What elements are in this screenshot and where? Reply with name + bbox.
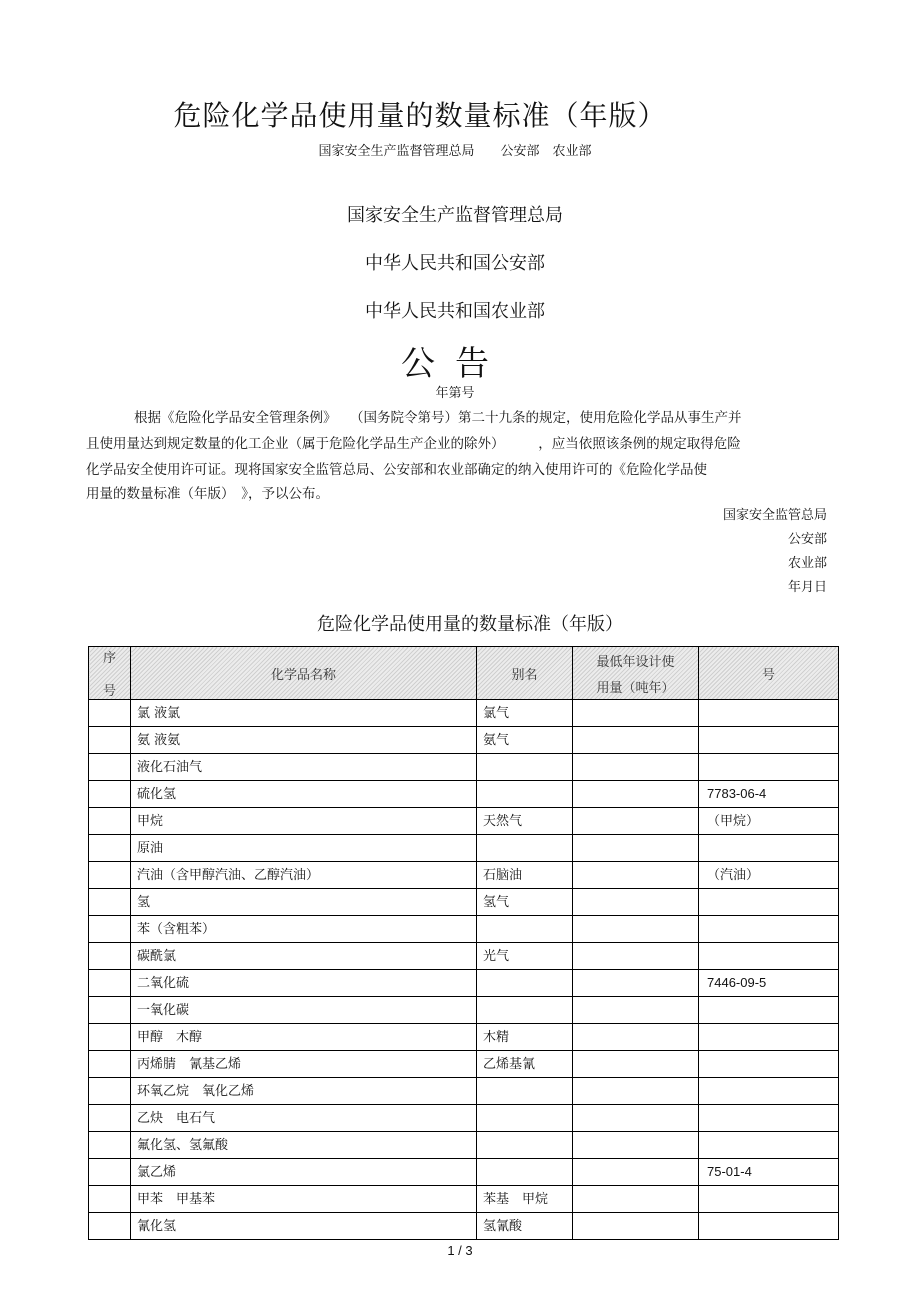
row-min-usage-cell (573, 943, 699, 970)
table-row (89, 1078, 839, 1105)
row-cas-cell (699, 1213, 839, 1240)
signature-line: 公安部 (787, 532, 827, 547)
row-cas-cell (699, 1132, 839, 1159)
row-cas-cell: 7446-09-5 (699, 970, 839, 997)
row-alias-cell (477, 835, 573, 862)
row-cas-cell (699, 997, 839, 1024)
row-alias-cell: 天然气 (477, 808, 573, 835)
row-cas-cell: 7783-06-4 (699, 781, 839, 808)
row-alias-cell (477, 916, 573, 943)
row-name-cell: 硫化氢 (131, 781, 477, 808)
header-min-usage-top: 最低年设计使 (596, 654, 675, 670)
row-alias-cell: 木精 (477, 1024, 573, 1051)
issuer-line: 国家安全生产监督管理总局 (347, 205, 563, 226)
row-min-usage-cell (573, 1051, 699, 1078)
row-seq-cell (89, 943, 131, 970)
table-row (89, 781, 839, 808)
table-row (89, 1132, 839, 1159)
row-name-cell: 碳酰氯 (131, 943, 477, 970)
row-cas-cell (699, 1024, 839, 1051)
row-cas-cell (699, 835, 839, 862)
row-min-usage-cell (573, 781, 699, 808)
row-min-usage-cell (573, 1213, 699, 1240)
row-min-usage-cell (573, 1105, 699, 1132)
row-name-cell: 丙烯腈 氰基乙烯 (131, 1051, 477, 1078)
header-seq-bottom: 号 (102, 684, 116, 699)
row-min-usage-cell (573, 1159, 699, 1186)
row-name-cell: 乙炔 电石气 (131, 1105, 477, 1132)
row-name-cell: 甲苯 甲基苯 (131, 1186, 477, 1213)
row-seq-cell (89, 997, 131, 1024)
row-name-cell: 二氧化硫 (131, 970, 477, 997)
row-name-cell: 氯乙烯 (131, 1159, 477, 1186)
issuer-line: 中华人民共和国公安部 (365, 253, 545, 274)
table-row (89, 862, 839, 889)
row-cas-cell: （甲烷） (699, 808, 839, 835)
row-cas-cell (699, 1051, 839, 1078)
row-seq-cell (89, 727, 131, 754)
row-alias-cell (477, 1132, 573, 1159)
row-seq-cell (89, 1159, 131, 1186)
row-min-usage-cell (573, 1186, 699, 1213)
table-row (89, 1105, 839, 1132)
table-row (89, 943, 839, 970)
header-min-usage-bottom: 用量（吨年） (596, 680, 675, 696)
row-min-usage-cell (573, 1132, 699, 1159)
row-cas-cell (699, 727, 839, 754)
row-cas-cell (699, 916, 839, 943)
row-seq-cell (89, 1105, 131, 1132)
row-min-usage-cell (573, 916, 699, 943)
row-seq-cell (89, 835, 131, 862)
table-row (89, 1159, 839, 1186)
row-name-cell: 苯（含粗苯） (131, 916, 477, 943)
row-min-usage-cell (573, 727, 699, 754)
row-cas-cell: （汽油） (699, 862, 839, 889)
signature-line: 国家安全监管总局 (722, 508, 827, 523)
row-name-cell: 氰化氢 (131, 1213, 477, 1240)
issuer-line: 中华人民共和国农业部 (365, 301, 545, 322)
table-row (89, 808, 839, 835)
table-row (89, 754, 839, 781)
page-number: 1 / 3 (447, 1243, 473, 1258)
row-min-usage-cell (573, 1078, 699, 1105)
row-alias-cell (477, 1105, 573, 1132)
header-min-usage (573, 647, 699, 700)
row-cas-cell (699, 889, 839, 916)
row-alias-cell (477, 754, 573, 781)
row-seq-cell (89, 1213, 131, 1240)
row-name-cell: 氨 液氨 (131, 727, 477, 754)
header-alias: 别名 (477, 647, 573, 700)
row-cas-cell (699, 754, 839, 781)
row-alias-cell: 苯基 甲烷 (477, 1186, 573, 1213)
header-cas: 号 (699, 647, 839, 700)
row-min-usage-cell (573, 970, 699, 997)
row-min-usage-cell (573, 808, 699, 835)
row-alias-cell: 乙烯基氰 (477, 1051, 573, 1078)
row-cas-cell (699, 1105, 839, 1132)
row-seq-cell (89, 1078, 131, 1105)
row-seq-cell (89, 700, 131, 727)
signature-line: 农业部 (787, 556, 827, 571)
row-name-cell: 一氧化碳 (131, 997, 477, 1024)
row-seq-cell (89, 916, 131, 943)
row-alias-cell: 氯气 (477, 700, 573, 727)
table-row (89, 1051, 839, 1078)
table-body (89, 700, 839, 1240)
row-cas-cell (699, 1078, 839, 1105)
row-seq-cell (89, 1024, 131, 1051)
row-seq-cell (89, 781, 131, 808)
row-name-cell: 液化石油气 (131, 754, 477, 781)
row-alias-cell: 光气 (477, 943, 573, 970)
row-seq-cell (89, 889, 131, 916)
row-alias-cell (477, 1078, 573, 1105)
table-row (89, 889, 839, 916)
row-alias-cell: 石脑油 (477, 862, 573, 889)
body-paragraph-line: 根据《危险化学品安全管理条例》 （国务院令第号）第二十九条的规定，使用危险化学品从事生产并 (134, 410, 742, 426)
row-seq-cell (89, 1051, 131, 1078)
row-alias-cell: 氢气 (477, 889, 573, 916)
row-min-usage-cell (573, 862, 699, 889)
document-title: 危险化学品使用量的数量标准（年版） (173, 99, 667, 132)
row-alias-cell (477, 1159, 573, 1186)
header-name: 化学品名称 (131, 647, 477, 700)
notice-heading: 公告 (401, 344, 509, 384)
row-name-cell: 氢 (131, 889, 477, 916)
table-row (89, 700, 839, 727)
row-seq-cell (89, 1132, 131, 1159)
row-seq-cell (89, 862, 131, 889)
row-min-usage-cell (573, 700, 699, 727)
row-alias-cell: 氢氰酸 (477, 1213, 573, 1240)
row-seq-cell (89, 1186, 131, 1213)
body-paragraph-line: 化学品安全使用许可证。现将国家安全监管总局、公安部和农业部确定的纳入使用许可的《危险化学品使 (86, 462, 707, 478)
table-row (89, 1213, 839, 1240)
row-alias-cell (477, 970, 573, 997)
row-alias-cell: 氨气 (477, 727, 573, 754)
row-name-cell: 甲醇 木醇 (131, 1024, 477, 1051)
row-min-usage-cell (573, 997, 699, 1024)
row-min-usage-cell (573, 1024, 699, 1051)
document-subtitle: 国家安全生产监督管理总局 公安部 农业部 (318, 144, 592, 159)
table-row (89, 835, 839, 862)
row-name-cell: 汽油（含甲醇汽油、乙醇汽油） (131, 862, 477, 889)
signature-date: 年月日 (787, 580, 827, 595)
row-seq-cell (89, 970, 131, 997)
table-header-row (89, 647, 839, 700)
row-cas-cell: 75-01-4 (699, 1159, 839, 1186)
table-title: 危险化学品使用量的数量标准（年版） (317, 614, 623, 635)
row-min-usage-cell (573, 754, 699, 781)
table-row (89, 1186, 839, 1213)
row-min-usage-cell (573, 835, 699, 862)
table-row (89, 1024, 839, 1051)
row-seq-cell (89, 754, 131, 781)
row-cas-cell (699, 700, 839, 727)
header-seq (89, 647, 131, 700)
row-name-cell: 原油 (131, 835, 477, 862)
body-paragraph-line: 且使用量达到规定数量的化工企业（属于危险化学品生产企业的除外） ，应当依照该条例的规定取得危险 (86, 436, 741, 452)
row-name-cell: 甲烷 (131, 808, 477, 835)
row-min-usage-cell (573, 889, 699, 916)
row-alias-cell (477, 781, 573, 808)
row-name-cell: 环氧乙烷 氧化乙烯 (131, 1078, 477, 1105)
chemical-standard-table (88, 646, 839, 1240)
row-cas-cell (699, 943, 839, 970)
row-cas-cell (699, 1186, 839, 1213)
row-alias-cell (477, 997, 573, 1024)
row-seq-cell (89, 808, 131, 835)
body-paragraph-line: 用量的数量标准（年版） 》，予以公布。 (86, 486, 329, 502)
table-row (89, 727, 839, 754)
row-name-cell: 氯 液氯 (131, 700, 477, 727)
table-row (89, 970, 839, 997)
table-row (89, 916, 839, 943)
table-row (89, 997, 839, 1024)
header-seq-top: 序 (102, 651, 116, 666)
notice-number: 年第号 (435, 386, 475, 401)
row-name-cell: 氟化氢、氢氟酸 (131, 1132, 477, 1159)
